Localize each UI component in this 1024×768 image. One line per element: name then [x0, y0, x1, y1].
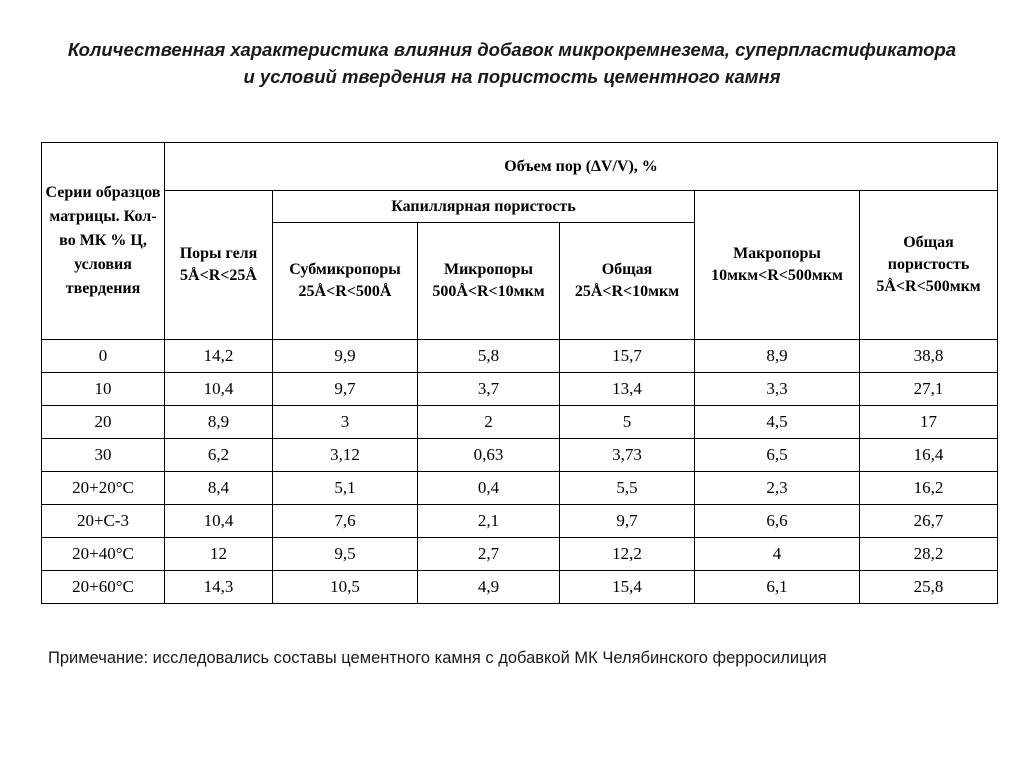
table-cell: 5,8: [418, 340, 560, 373]
table-row: [42, 340, 998, 373]
table-cell: 17: [860, 406, 998, 439]
table-cell: 2,7: [418, 538, 560, 571]
table-cell: 6,5: [695, 439, 860, 472]
table-cell: 27,1: [860, 373, 998, 406]
table-cell: 16,2: [860, 472, 998, 505]
table-cell: 9,5: [273, 538, 418, 571]
table-cell: 5: [560, 406, 695, 439]
table-row: [42, 538, 998, 571]
table-cell: 12,2: [560, 538, 695, 571]
table-cell: 15,7: [560, 340, 695, 373]
table-cell: 2,3: [695, 472, 860, 505]
header-series: Серии образцов матрицы. Кол-во МК % Ц, условия твердения: [42, 143, 165, 340]
header-capillary-porosity: Капиллярная пористость: [273, 191, 695, 223]
table-cell: 38,8: [860, 340, 998, 373]
table-cell: 5,1: [273, 472, 418, 505]
header-submicropores: Субмикропоры 25Å<R<500Å: [273, 223, 418, 340]
table-cell: 8,9: [695, 340, 860, 373]
table-cell: 9,7: [273, 373, 418, 406]
table-cell: 3,12: [273, 439, 418, 472]
table-cell: 12: [165, 538, 273, 571]
table-cell: 6,6: [695, 505, 860, 538]
header-pore-volume: Объем пор (∆V/V), %: [165, 143, 998, 191]
table-cell: 14,2: [165, 340, 273, 373]
table-row: [42, 505, 998, 538]
table-cell: 4,9: [418, 571, 560, 604]
header-total-porosity: Общая пористость 5Å<R<500мкм: [860, 191, 998, 340]
table-row: [42, 439, 998, 472]
table-cell: 3,3: [695, 373, 860, 406]
table-row: [42, 373, 998, 406]
table-cell: 4: [695, 538, 860, 571]
table-cell: 16,4: [860, 439, 998, 472]
header-gel-pores: Поры геля 5Å<R<25Å: [165, 191, 273, 340]
table-cell: 7,6: [273, 505, 418, 538]
table-cell: 3,7: [418, 373, 560, 406]
table-cell: 0,4: [418, 472, 560, 505]
table-cell: 2: [418, 406, 560, 439]
table-cell: 2,1: [418, 505, 560, 538]
table-cell-series: 0: [42, 340, 165, 373]
table-cell: 9,9: [273, 340, 418, 373]
table-cell: 15,4: [560, 571, 695, 604]
table-cell-series: 10: [42, 373, 165, 406]
table-row: [42, 472, 998, 505]
table-cell: 26,7: [860, 505, 998, 538]
table-cell: 8,9: [165, 406, 273, 439]
table-cell: 6,2: [165, 439, 273, 472]
table-cell: 10,5: [273, 571, 418, 604]
table-cell: 3,73: [560, 439, 695, 472]
table-cell: 9,7: [560, 505, 695, 538]
table-cell: 14,3: [165, 571, 273, 604]
table-cell: 13,4: [560, 373, 695, 406]
header-macropores: Макропоры 10мкм<R<500мкм: [695, 191, 860, 340]
table-cell-series: 30: [42, 439, 165, 472]
table-cell-series: 20+60°С: [42, 571, 165, 604]
table-cell: 4,5: [695, 406, 860, 439]
footnote: Примечание: исследовались составы цементного камня с добавкой МК Челябинского ферросилиция: [48, 649, 827, 667]
table-cell: 0,63: [418, 439, 560, 472]
table-cell-series: 20: [42, 406, 165, 439]
table-row: [42, 571, 998, 604]
porosity-table: [41, 142, 998, 604]
table-cell: 25,8: [860, 571, 998, 604]
page-title: Количественная характеристика влияния добавок микрокремнезема, суперпластификатора и условий твердения на пористость цементного камня: [67, 39, 957, 87]
table-cell: 3: [273, 406, 418, 439]
table-cell: 10,4: [165, 373, 273, 406]
table-cell: 8,4: [165, 472, 273, 505]
table-cell: 28,2: [860, 538, 998, 571]
header-micropores: Микропоры 500Å<R<10мкм: [418, 223, 560, 340]
table-cell-series: 20+С-3: [42, 505, 165, 538]
table-cell-series: 20+20°С: [42, 472, 165, 505]
table-cell: 5,5: [560, 472, 695, 505]
table-cell-series: 20+40°С: [42, 538, 165, 571]
table-row: [42, 406, 998, 439]
table-cell: 6,1: [695, 571, 860, 604]
table-cell: 10,4: [165, 505, 273, 538]
header-capillary-total: Общая 25Å<R<10мкм: [560, 223, 695, 340]
